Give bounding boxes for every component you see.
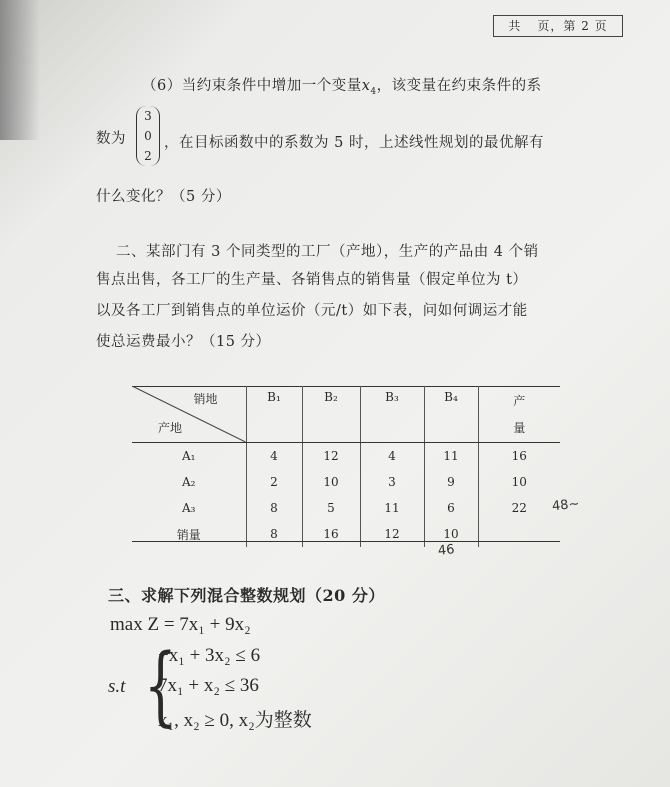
q2-line2: 售点出售，各工厂的生产量、各销售点的销售量（假定单位为 t）: [96, 272, 528, 288]
underlined-value: 8: [270, 527, 278, 541]
vector-entry: 0: [144, 129, 152, 143]
table-cell: 10: [302, 469, 360, 495]
table-cell: 16: [511, 449, 527, 463]
table-header-row: [132, 386, 560, 443]
header-output-line1: 产: [513, 394, 526, 408]
constraint-brace: {: [143, 636, 177, 736]
underlined-value: 10: [443, 527, 459, 541]
q6-line1-b: ，该变量在约束条件的系: [376, 78, 542, 94]
header-b3: B₃: [360, 386, 424, 443]
q3-constraint-3: x₁, x₂ ≥ 0, x₂为整数: [158, 710, 312, 731]
table-row: [132, 495, 560, 521]
table-cell: 3: [360, 469, 424, 495]
q3-st-label: s.t: [108, 676, 126, 697]
row-label: A₁: [132, 443, 246, 470]
handwritten-note-right: 48~: [551, 496, 581, 515]
row-label: 销量: [132, 521, 246, 547]
q3-constraint-2: 7x₁ + x₂ ≤ 36: [158, 675, 259, 696]
table-cell: 22: [511, 501, 527, 515]
corner-label-destination: 销地: [193, 392, 218, 406]
q2-line3: 以及各工厂到销售点的单位运价（元/t）如下表，问如何调运才能: [96, 303, 528, 319]
table-cell: 9: [424, 469, 478, 495]
q3-objective: max Z = 7x₁ + 9x₂: [110, 614, 251, 635]
row-label: A₂: [132, 469, 246, 495]
page-info-prefix: 共: [508, 19, 522, 33]
table-cell: 12: [302, 443, 360, 470]
table-cell: 11: [360, 495, 424, 521]
q2-line4: 使总运费最小？（15 分）: [96, 334, 271, 350]
q3-constraint-1: −x₁ + 3x₂ ≤ 6: [158, 645, 261, 666]
handwritten-note-bottom: 46: [437, 542, 456, 559]
corner-label-origin: 产地: [158, 421, 183, 435]
table-row: [132, 469, 560, 495]
q6-coefficient-vector: [136, 106, 160, 166]
q6-line1: [142, 74, 542, 97]
table-cell: 11: [424, 443, 478, 470]
table-cell: 2: [246, 469, 302, 495]
row-label: A₃: [132, 495, 246, 521]
transport-table: [132, 386, 560, 547]
header-output-line2: 量: [513, 421, 526, 435]
table-cell: [478, 521, 560, 547]
table-cell: 4: [360, 443, 424, 470]
table-corner-cell: [132, 386, 246, 443]
table-bottom-rule: [132, 541, 560, 542]
table-cell: [360, 521, 424, 547]
table-cell: 4: [246, 443, 302, 470]
q6-line1-a: （6）当约束条件中增加一个变量: [142, 78, 362, 94]
page-info-suffix: 页，第 2 页: [537, 19, 608, 33]
q2-line1: 二、某部门有 3 个同类型的工厂（产地），生产的产品由 4 个销: [116, 244, 539, 260]
table-cell: 8: [246, 495, 302, 521]
table-cell: 5: [302, 495, 360, 521]
table-row: [132, 521, 560, 547]
table-cell: 16: [302, 521, 360, 547]
page-number-box: [493, 15, 623, 37]
underlined-value: 12: [384, 527, 400, 541]
table-row: [132, 443, 560, 470]
q6-line3: 什么变化？（5 分）: [96, 189, 231, 205]
q6-line2-a: 数为: [96, 131, 126, 147]
q6-line2-b: ，在目标函数中的系数为 5 时，上述线性规划的最优解有: [164, 135, 544, 151]
diagonal-line: [132, 386, 246, 442]
table-cell: 10: [511, 475, 527, 489]
q3-title: 三、求解下列混合整数规划（20 分）: [108, 586, 385, 605]
header-b4: B₄: [424, 386, 478, 443]
header-b2: B₂: [302, 386, 360, 443]
header-output: [478, 386, 560, 443]
vector-entry: 3: [144, 109, 152, 123]
header-b1: B₁: [246, 386, 302, 443]
vector-entry: 2: [144, 149, 152, 163]
page-shadow: [0, 0, 40, 140]
table-cell: [246, 521, 302, 547]
q6-var-sub: 4: [370, 86, 377, 97]
table-cell: 6: [424, 495, 478, 521]
q6-var: x: [361, 78, 371, 94]
